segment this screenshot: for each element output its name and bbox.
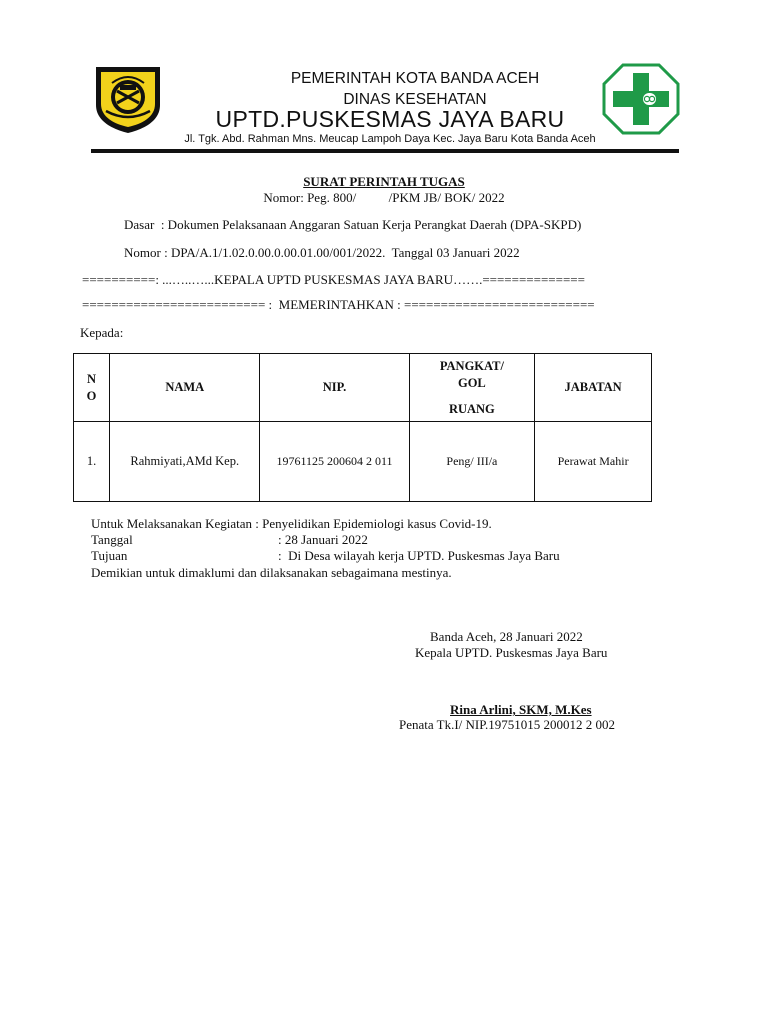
order-line: ========================= : MEMERINTAHKAN : ========================== [82,297,595,312]
head-line: ==========: ...…..…...KEPALA UPTD PUSKESMAS JAYA BARU…….============== [82,272,585,287]
signature-place-date: Banda Aceh, 28 Januari 2022 [430,629,583,644]
letterhead-divider [91,149,679,153]
cell-rank: Peng/ III/a [409,422,535,502]
letterhead-government: PEMERINTAH KOTA BANDA ACEH [290,70,540,87]
purpose-text: Untuk Melaksanakan Kegiatan : Penyelidikan Epidemiologi kasus Covid-19. [91,516,492,531]
signature-rank-nip: Penata Tk.I/ NIP.19751015 200012 2 002 [399,717,616,732]
to-label: Kepada: [80,325,124,340]
letterhead-address: Jl. Tgk. Abd. Rahman Mns. Meucap Lampoh Daya Kec. Jaya Baru Kota Banda Aceh [184,133,596,145]
assignment-table [73,353,652,502]
date-value: : 28 Januari 2022 [278,532,368,547]
letterhead-institution: UPTD.PUSKESMAS JAYA BARU [215,106,565,132]
basis-number: Nomor : DPA/A.1/1.02.0.00.0.00.01.00/001/2022. Tanggal 03 Januari 2022 [124,245,520,260]
document-title: SURAT PERINTAH TUGAS [303,174,465,189]
cell-no: 1. [74,422,110,502]
banda-aceh-emblem-icon [90,63,166,135]
header-position: JABATAN [535,354,652,422]
signature-name: Rina Arlini, SKM, M.Kes [450,702,592,717]
header-nip: NIP. [260,354,409,422]
table-row [74,422,652,502]
date-label: Tanggal [91,532,133,547]
document-number: Nomor: Peg. 800/ /PKM JB/ BOK/ 2022 [263,190,505,205]
closing-text: Demikian untuk dimaklumi dan dilaksanakan sebagaimana mestinya. [91,565,452,580]
header-name: NAMA [110,354,260,422]
letterhead-department: DINAS KESEHATAN [343,91,487,108]
cell-position: Perawat Mahir [535,422,652,502]
destination-value: : Di Desa wilayah kerja UPTD. Puskesmas Jaya Baru [278,548,560,563]
header-no-line1: N [87,371,97,386]
header-rank-line1: PANGKAT/ [439,358,504,373]
header-no-line2: O [86,388,97,403]
cell-name: Rahmiyati,AMd Kep. [110,422,260,502]
header-rank [409,354,535,422]
destination-label: Tujuan [91,548,128,563]
table-header-row [74,354,652,422]
header-rank-line3: RUANG [448,401,495,416]
header-no [74,354,110,422]
header-rank-line2: GOL [457,375,486,390]
basis-text: Dasar : Dokumen Pelaksanaan Anggaran Satuan Kerja Perangkat Daerah (DPA-SKPD) [124,217,582,232]
signature-office: Kepala UPTD. Puskesmas Jaya Baru [415,645,608,660]
cell-nip: 19761125 200604 2 011 [260,422,409,502]
